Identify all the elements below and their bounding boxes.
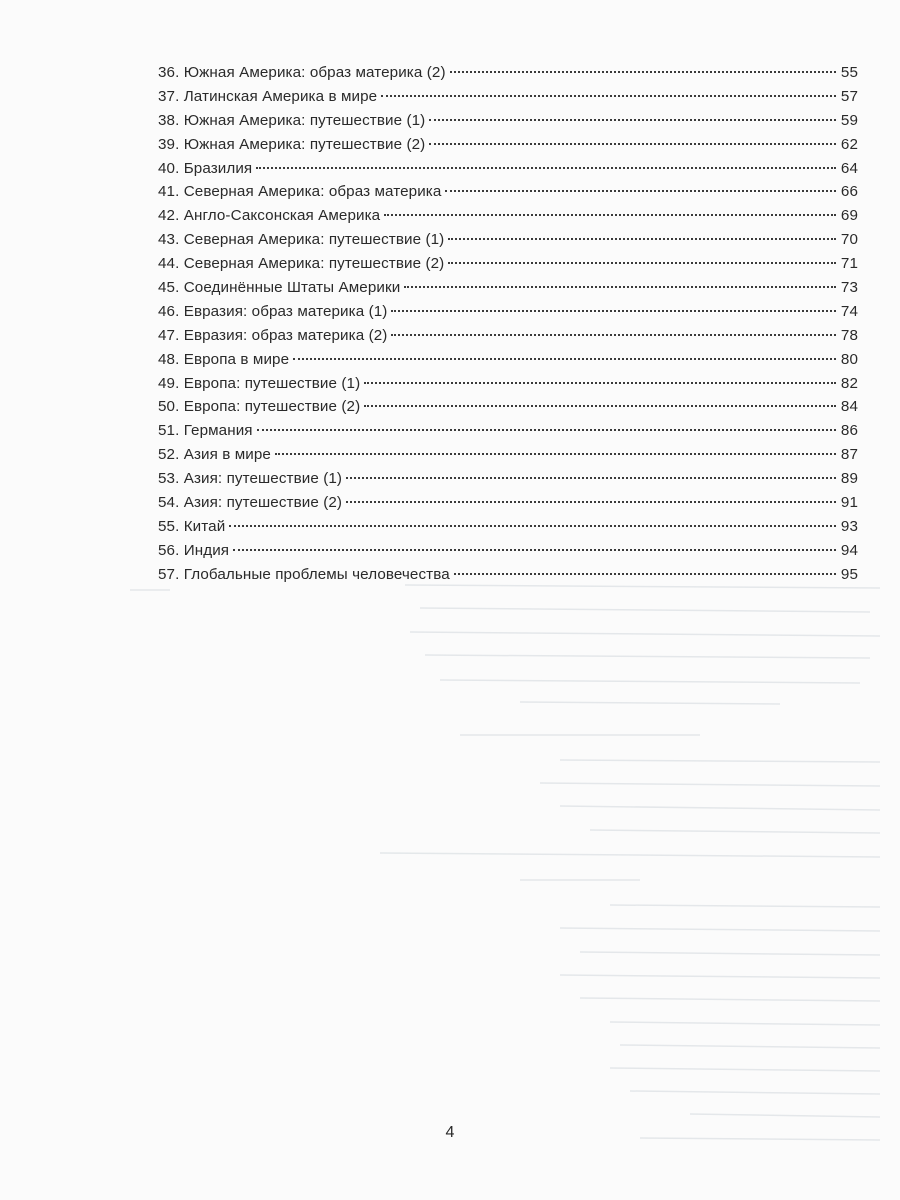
- toc-entry: [158, 207, 858, 231]
- toc-entry-page: 86: [840, 422, 858, 440]
- toc-entry: [158, 566, 858, 590]
- toc-entry-page: 73: [840, 279, 858, 297]
- toc-entry-page: 94: [840, 541, 858, 559]
- toc-entry-title: 40. Бразилия: [158, 159, 253, 177]
- toc-entry-title: 48. Европа в мире: [158, 350, 290, 368]
- dot-leader: [229, 525, 836, 527]
- toc-entry-page: 55: [840, 64, 858, 81]
- toc-entry: [158, 470, 858, 494]
- dot-leader: [364, 382, 836, 384]
- toc-entry-title: 37. Латинская Америка в мире: [158, 87, 378, 105]
- toc-entry-page: 82: [840, 374, 858, 392]
- toc-entry-page: 93: [840, 517, 858, 535]
- toc-entry-title: 53. Азия: путешествие (1): [158, 470, 343, 488]
- toc-entry-page: 87: [840, 446, 858, 464]
- toc-entry-title: 47. Евразия: образ материка (2): [158, 326, 388, 344]
- toc-entry-title: 45. Соединённые Штаты Америки: [158, 279, 401, 297]
- page-number: 4: [445, 1124, 455, 1141]
- toc-entry: [158, 422, 858, 446]
- toc-entry-page: 57: [840, 87, 858, 105]
- toc-entry-title: 46. Евразия: образ материка (1): [158, 302, 388, 320]
- toc-entry-page: 89: [840, 470, 858, 488]
- toc-entry-title: 50. Европа: путешествие (2): [158, 398, 361, 416]
- toc-entry: [158, 518, 858, 542]
- toc-entry: [158, 351, 858, 375]
- dot-leader: [404, 286, 836, 288]
- dot-leader: [429, 119, 836, 121]
- dot-leader: [233, 549, 836, 551]
- toc-entry-title: 41. Северная Америка: образ материка: [158, 183, 442, 201]
- dot-leader: [256, 167, 836, 169]
- toc-entry-title: 43. Северная Америка: путешествие (1): [158, 231, 445, 249]
- dot-leader: [257, 429, 836, 431]
- toc-entry: [158, 398, 858, 422]
- toc-entry-page: 80: [840, 350, 858, 368]
- toc-entry-title: 57. Глобальные проблемы человечества: [158, 565, 450, 583]
- toc-entry-title: 51. Германия: [158, 422, 253, 440]
- toc-entry: [158, 303, 858, 327]
- toc-entry-page: 95: [840, 565, 858, 583]
- dot-leader: [346, 477, 836, 479]
- toc-entry-page: 78: [840, 326, 858, 344]
- toc-entry: [158, 542, 858, 566]
- toc-entry-title: 54. Азия: путешествие (2): [158, 494, 343, 512]
- toc-entry-title: 39. Южная Америка: путешествие (2): [158, 135, 426, 153]
- toc-entry: [158, 160, 858, 184]
- toc-entry-title: 49. Европа: путешествие (1): [158, 374, 361, 392]
- table-of-contents: [158, 64, 858, 590]
- toc-entry: [158, 494, 858, 518]
- dot-leader: [445, 190, 836, 192]
- dot-leader: [381, 95, 836, 97]
- toc-entry: [158, 183, 858, 207]
- dot-leader: [448, 262, 836, 264]
- toc-entry-title: 44. Северная Америка: путешествие (2): [158, 255, 445, 273]
- toc-entry-title: 42. Англо-Саксонская Америка: [158, 207, 381, 225]
- toc-entry: [158, 231, 858, 255]
- toc-entry-page: 69: [840, 207, 858, 225]
- dot-leader: [364, 405, 836, 407]
- dot-leader: [450, 71, 836, 73]
- dot-leader: [391, 310, 836, 312]
- toc-entry-page: 64: [840, 159, 858, 177]
- dot-leader: [384, 214, 836, 216]
- toc-entry: [158, 112, 858, 136]
- toc-entry: [158, 136, 858, 160]
- toc-entry: [158, 255, 858, 279]
- toc-entry-page: 74: [840, 302, 858, 320]
- toc-entry-title: 52. Азия в мире: [158, 446, 271, 464]
- toc-entry-title: 56. Индия: [158, 541, 230, 559]
- toc-entry-page: 62: [840, 135, 858, 153]
- toc-entry: [158, 88, 858, 112]
- toc-entry-page: 70: [840, 231, 858, 249]
- toc-entry-title: 38. Южная Америка: путешествие (1): [158, 111, 426, 129]
- dot-leader: [429, 143, 836, 145]
- toc-entry-page: 59: [840, 111, 858, 129]
- toc-entry: [158, 375, 858, 399]
- toc-entry: [158, 279, 858, 303]
- toc-entry: [158, 327, 858, 351]
- dot-leader: [454, 573, 836, 575]
- dot-leader: [293, 358, 836, 360]
- toc-entry-title: 55. Китай: [158, 517, 226, 535]
- toc-entry-title: 36. Южная Америка: образ материка (2): [158, 64, 446, 81]
- dot-leader: [448, 238, 836, 240]
- toc-entry: [158, 64, 858, 88]
- toc-entry-page: 71: [840, 255, 858, 273]
- dot-leader: [346, 501, 836, 503]
- toc-entry: [158, 446, 858, 470]
- toc-entry-page: 66: [840, 183, 858, 201]
- dot-leader: [391, 334, 836, 336]
- toc-entry-page: 91: [840, 494, 858, 512]
- dot-leader: [275, 453, 836, 455]
- toc-entry-page: 84: [840, 398, 858, 416]
